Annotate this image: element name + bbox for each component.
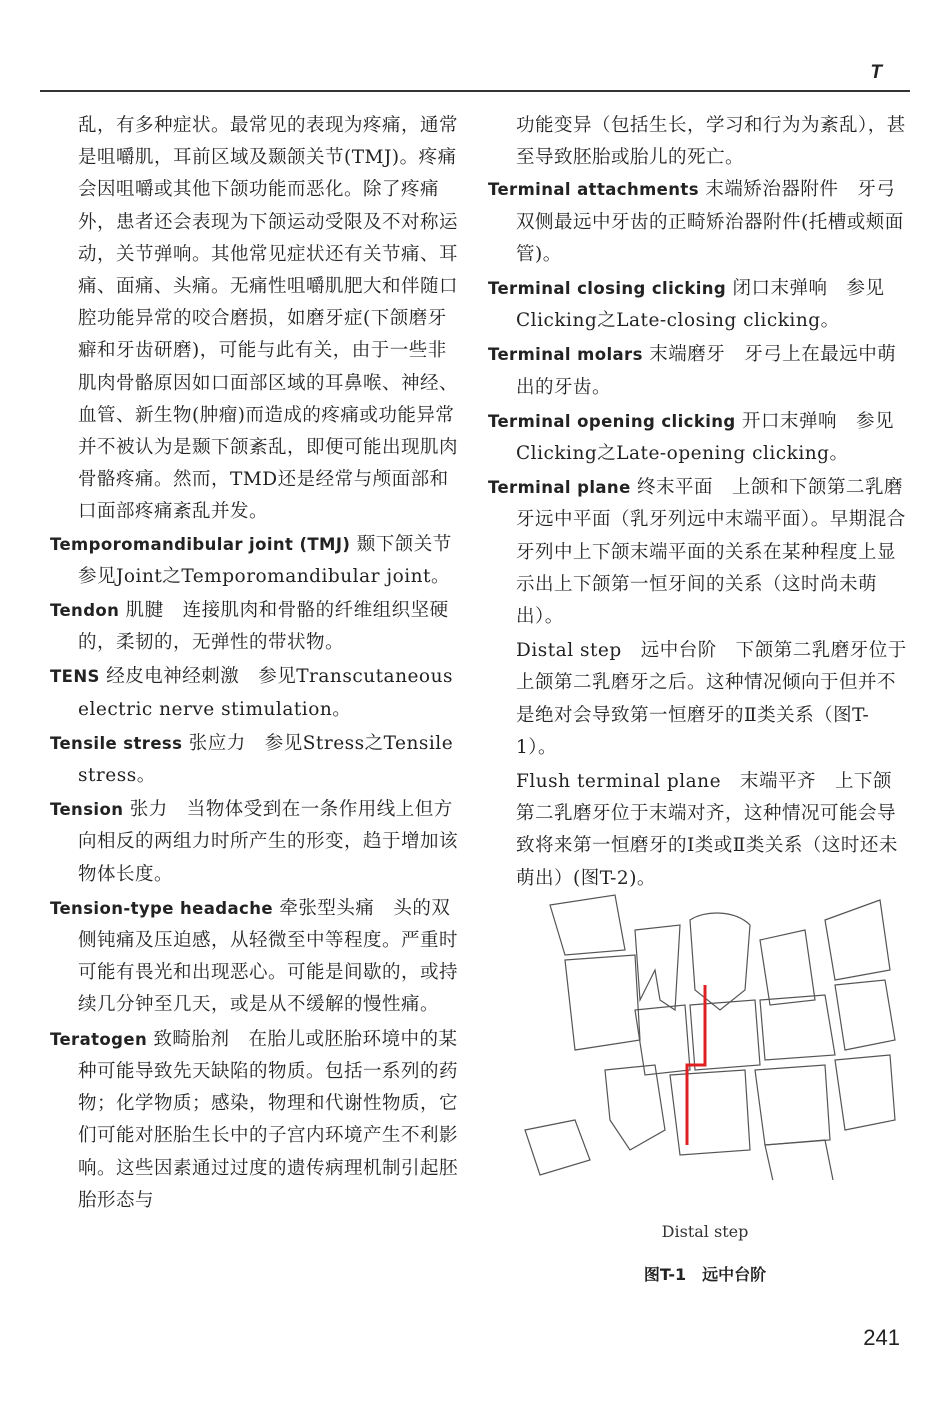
distal-step-line bbox=[687, 985, 705, 1145]
figure-caption: Distal step bbox=[661, 1222, 749, 1241]
entry-term: Terminal opening clicking bbox=[488, 411, 736, 431]
figure-title: 图T-1 远中台阶 bbox=[643, 1265, 767, 1284]
entry-term: Terminal plane bbox=[488, 478, 631, 498]
entry-text: 末端磨牙 牙弓上在最远中萌出的牙齿。 bbox=[516, 344, 897, 398]
entry-term: Tensile stress bbox=[50, 733, 183, 753]
left-column bbox=[50, 110, 471, 1219]
continuation-paragraph: 乱，有多种症状。最常见的表现为疼痛，通常是咀嚼肌，耳前区域及颞颌关节(TMJ)。疼痛会因咀嚼或其他下颌功能而恶化。除了疼痛外，患者还会表现为下颌运动受限及不对称运动，关节弹响。其他常见症状还有关节痛、耳痛、面痛、头痛。无痛性咀嚼肌肥大和伴随口腔功能异常的咬合磨损，如磨牙症(下颌磨牙癖和牙齿研磨)，可能与此有关，由于一些非肌肉骨骼原因如口面部区域的耳鼻喉、神经、血管、新生物(肿瘤)而造成的疼痛或功能异常并不被认为是颞下颌紊乱，即便可能出现肌肉骨骼疼痛。然而，TMD还是经常与颅面部和口面部疼痛紊乱并发。 bbox=[78, 115, 459, 523]
header-rule bbox=[40, 90, 910, 92]
glossary-entry bbox=[488, 273, 908, 337]
entry-term: Tendon bbox=[50, 601, 120, 621]
entry-term: Terminal closing clicking bbox=[488, 279, 727, 299]
glossary-entry bbox=[50, 893, 462, 1022]
glossary-entry bbox=[50, 1024, 462, 1217]
distal-step-figure bbox=[505, 890, 905, 1180]
glossary-entry bbox=[488, 174, 908, 271]
entry-term: Temporomandibular joint (TMJ) bbox=[50, 534, 351, 554]
entry-text: 致畸胎剂 在胎儿或胚胎环境中的某种可能导致先天缺陷的物质。包括一系列的药物；化学物质；感染，物理和代谢性物质，它们可能对胚胎生长中的子宫内环境产生不利影响。这些因素通过过度的遗传病理机制引起胚胎形态与 bbox=[78, 1028, 459, 1211]
glossary-entry bbox=[50, 529, 471, 593]
glossary-entry bbox=[50, 794, 462, 891]
glossary-entry bbox=[488, 406, 908, 470]
header-letter: T bbox=[870, 62, 882, 83]
entry-term: Terminal attachments bbox=[488, 180, 699, 200]
sub-paragraph-flush-terminal-plane: Flush terminal plane 末端平齐 上下颌第二乳磨牙位于末端对齐，这种情况可能会导致将来第一恒磨牙的Ⅰ类或Ⅱ类关系（这时还未萌出）(图T-2)。 bbox=[516, 771, 898, 889]
entry-text: 牵张型头痛 头的双侧钝痛及压迫感，从轻微至中等程度。严重时可能有畏光和出现恶心。可能是间歇的，或持续几分钟至几天，或是从不缓解的慢性痛。 bbox=[78, 897, 459, 1016]
sub-paragraph-distal-step: Distal step 远中台阶 下颌第二乳磨牙位于上颌第二乳磨牙之后。这种情况倾向于但并不是绝对会导致第一恒磨牙的Ⅱ类关系（图T-1）。 bbox=[516, 640, 907, 758]
entry-term: Tension-type headache bbox=[50, 898, 273, 918]
glossary-entry bbox=[50, 661, 462, 725]
glossary-entry bbox=[488, 339, 908, 403]
right-column bbox=[488, 110, 908, 897]
continuation-paragraph: 功能变异（包括生长，学习和行为为紊乱），甚至导致胚胎或胎儿的死亡。 bbox=[516, 115, 906, 169]
entry-term: Terminal molars bbox=[488, 345, 643, 365]
entry-text: 经皮电神经刺激 参见Transcutaneous electric nerve stimulation。 bbox=[78, 666, 453, 720]
entry-text: 末端矫治器附件 牙弓双侧最远中牙齿的正畸矫治器附件(托槽或颊面管)。 bbox=[516, 179, 904, 265]
entry-term: Teratogen bbox=[50, 1029, 148, 1049]
entry-term: Tension bbox=[50, 800, 124, 820]
entry-text: 闭口末弹响 参见Clicking之Late-closing clicking。 bbox=[516, 278, 885, 332]
glossary-entry bbox=[50, 595, 462, 659]
glossary-entry bbox=[488, 472, 908, 633]
entry-text: 颞下颌关节 参见Joint之Temporomandibular joint。 bbox=[78, 533, 471, 587]
entry-text: 张力 当物体受到在一条作用线上但方向相反的两组力时所产生的形变，趋于增加该物体长度。 bbox=[78, 799, 459, 885]
entry-text: 肌腱 连接肌肉和骨骼的纤维组织坚硬的，柔韧的，无弹性的带状物。 bbox=[78, 600, 449, 654]
entry-text: 开口末弹响 参见Clicking之Late-opening clicking。 bbox=[516, 410, 895, 465]
teeth-outlines bbox=[525, 895, 895, 1180]
teeth-drawing bbox=[505, 890, 905, 1180]
entry-term: TENS bbox=[50, 667, 100, 687]
entry-text: 终末平面 上颌和下颌第二乳磨牙远中平面（乳牙列远中末端平面）。早期混合牙列中上下颌末端平面的关系在某种程度上显示出上下颌第一恒牙间的关系（这时尚未萌出）。 bbox=[516, 477, 906, 628]
page-number: 241 bbox=[863, 1325, 900, 1350]
entry-text: 张应力 参见Stress之Tensile stress。 bbox=[78, 732, 454, 787]
glossary-entry bbox=[50, 728, 462, 792]
